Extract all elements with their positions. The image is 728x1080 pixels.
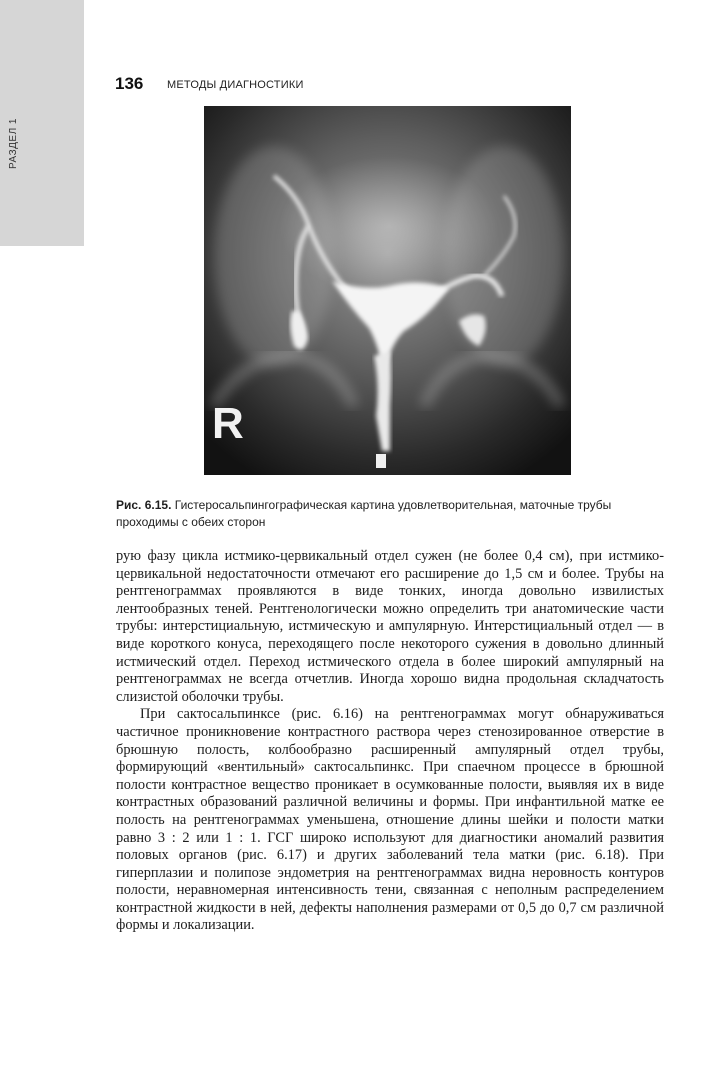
figure-caption-label: Рис. 6.15.	[116, 498, 172, 512]
body-text	[116, 548, 664, 935]
radiograph-side-marker: R	[212, 399, 244, 448]
section-side-tab	[0, 0, 84, 246]
section-side-tab-label: РАЗДЕЛ 1	[8, 118, 19, 169]
running-header-title: МЕТОДЫ ДИАГНОСТИКИ	[167, 79, 304, 91]
hysterosalpingogram-image	[204, 106, 571, 475]
body-paragraph: При сактосальпинксе (рис. 6.16) на рентгенограммах могут обнаруживаться частичное проникновение контрастного раствора через стенозированное отверстие в брюшную полость, колбообразно расширенный ампулярный отдел трубы, формирующий «вентильный» сактосальпинкс. При спаечном процессе в брюшной полости контрастное вещество проникает в осумкованные полости, выявляя их в виде контрастных образований различной величины и формы. При инфантильной матке ее полость на рентгенограммах уменьшена, отношение длины шейки и полости матки равно 3 : 2 или 1 : 1. ГСГ широко используют для диагностики аномалий развития половых органов (рис. 6.17) и других заболеваний тела матки (рис. 6.18). При гиперплазии и полипозе эндометрия на рентгенограммах видна неровность контуров полости, неравномерная интенсивность тени, связанная с неполным распределением контрастной жидкости в ней, дефекты наполнения размерами от 0,5 до 0,7 см различной формы и локализации.	[116, 706, 664, 934]
page-number: 136	[115, 74, 144, 93]
body-paragraph: рую фазу цикла истмико-цервикальный отдел сужен (не более 0,4 см), при истмико-цервикальной недостаточности отмечают его расширение до 1,5 см и более. Трубы на рентгенограммах проявляются в виде тонких, иногда довольно извилистых лентообразных теней. Рентгенологически можно определить три анатомические части трубы: интерстициальную, истмическую и ампулярную. Интерстициальный отдел — в виде короткого конуса, переходящего после некоторого сужения в довольно длинный истмический отдел. Переход истмического отдела в более широкий ампулярный на рентгенограммах не всегда отчетлив. Иногда хорошо видна продольная складчатость слизистой оболочки трубы.	[116, 548, 664, 705]
figure-caption	[116, 497, 664, 531]
figure-caption-text: Гистеросальпингографическая картина удовлетворительная, маточные трубы проходимы с обеих сторон	[116, 498, 612, 529]
